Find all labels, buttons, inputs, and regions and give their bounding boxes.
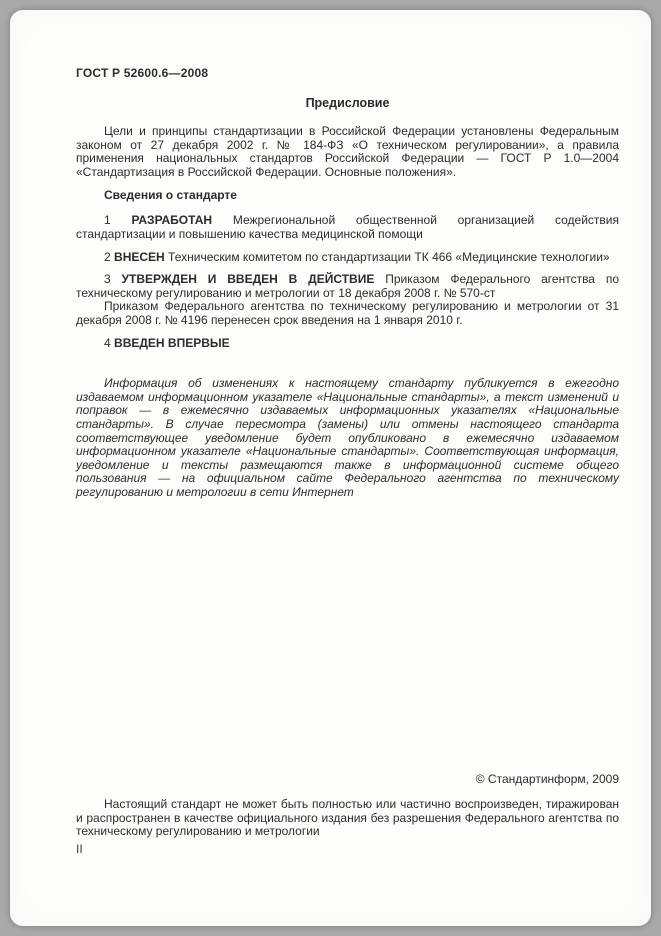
standard-item-4: [76, 337, 619, 351]
item-keyword: ВВЕДЕН ВПЕРВЫЕ: [114, 335, 230, 350]
page-number: II: [76, 842, 83, 856]
standard-item-2: [76, 251, 619, 265]
item-number: 4: [104, 335, 111, 350]
copyright-line: © Стандартинформ, 2009: [475, 772, 619, 786]
standard-item-3: [76, 273, 619, 300]
changes-note: Информация об изменениях к настоящему стандарту публикуется в ежегодно издаваемом информационном указателе «Национальные стандарты», а текст изменений и поправок — в ежемесячно издаваемых информационных указателях «Национальные стандарты». В случае пересмотра (замены) или отмены настоящего стандарта соответствующее уведомление будет опубликовано в ежемесячно издаваемом информационном указателе «Национальные стандарты». Соответствующая информация, уведомление и тексты размещаются также в информационной системе общего пользования — на официальном сайте Федерального агентства по техническому регулированию и метрологии в сети Интернет: [76, 376, 619, 499]
item-keyword: РАЗРАБОТАН: [131, 213, 213, 228]
doc-code-header: ГОСТ Р 52600.6—2008: [76, 66, 209, 80]
item-text: Техническим комитетом по стандартизации ТК 466 «Медицинские технологии»: [168, 249, 610, 264]
item-number: 2: [104, 249, 111, 264]
standard-item-1: [76, 214, 619, 241]
item-keyword: ВНЕСЕН: [114, 249, 165, 264]
item-number: 3: [104, 272, 111, 287]
item3-amendment-paragraph: Приказом Федерального агентства по техническому регулированию и метрологии от 31 декабря 2008 г. № 4196 перенесен срок введения на 1 января 2010 г.: [76, 299, 619, 327]
section-heading: Сведения о стандарте: [104, 188, 237, 203]
item-number: 1: [104, 213, 111, 228]
item-keyword: УТВЕРЖДЕН И ВВЕДЕН В ДЕЙСТВИЕ: [121, 272, 375, 287]
intro-paragraph: Цели и принципы стандартизации в Российской Федерации установлены Федеральным законом от 27 декабря 2002 г. № 184-ФЗ «О техническом регулировании», а правила применения национальных стандартов Российской Федерации — ГОСТ Р 1.0—2004 «Стандартизация в Российской Федерации. Основные положения».: [76, 124, 619, 179]
document-page: [10, 10, 651, 926]
item-text: Приказом Федерального агентства по техническому регулированию и метрологии от 18 декабря 2008 г. № 570-ст: [76, 272, 620, 300]
page-title: Предисловие: [305, 96, 390, 110]
reproduction-notice: Настоящий стандарт не может быть полностью или частично воспроизведен, тиражирован и распространен в качестве официального издания без разрешения Федерального агентства по техническому регулированию и метрологии: [76, 797, 619, 839]
item-text: Межрегиональной общественной организацией содействия стандартизации и повышению качества медицинской помощи: [76, 213, 619, 241]
